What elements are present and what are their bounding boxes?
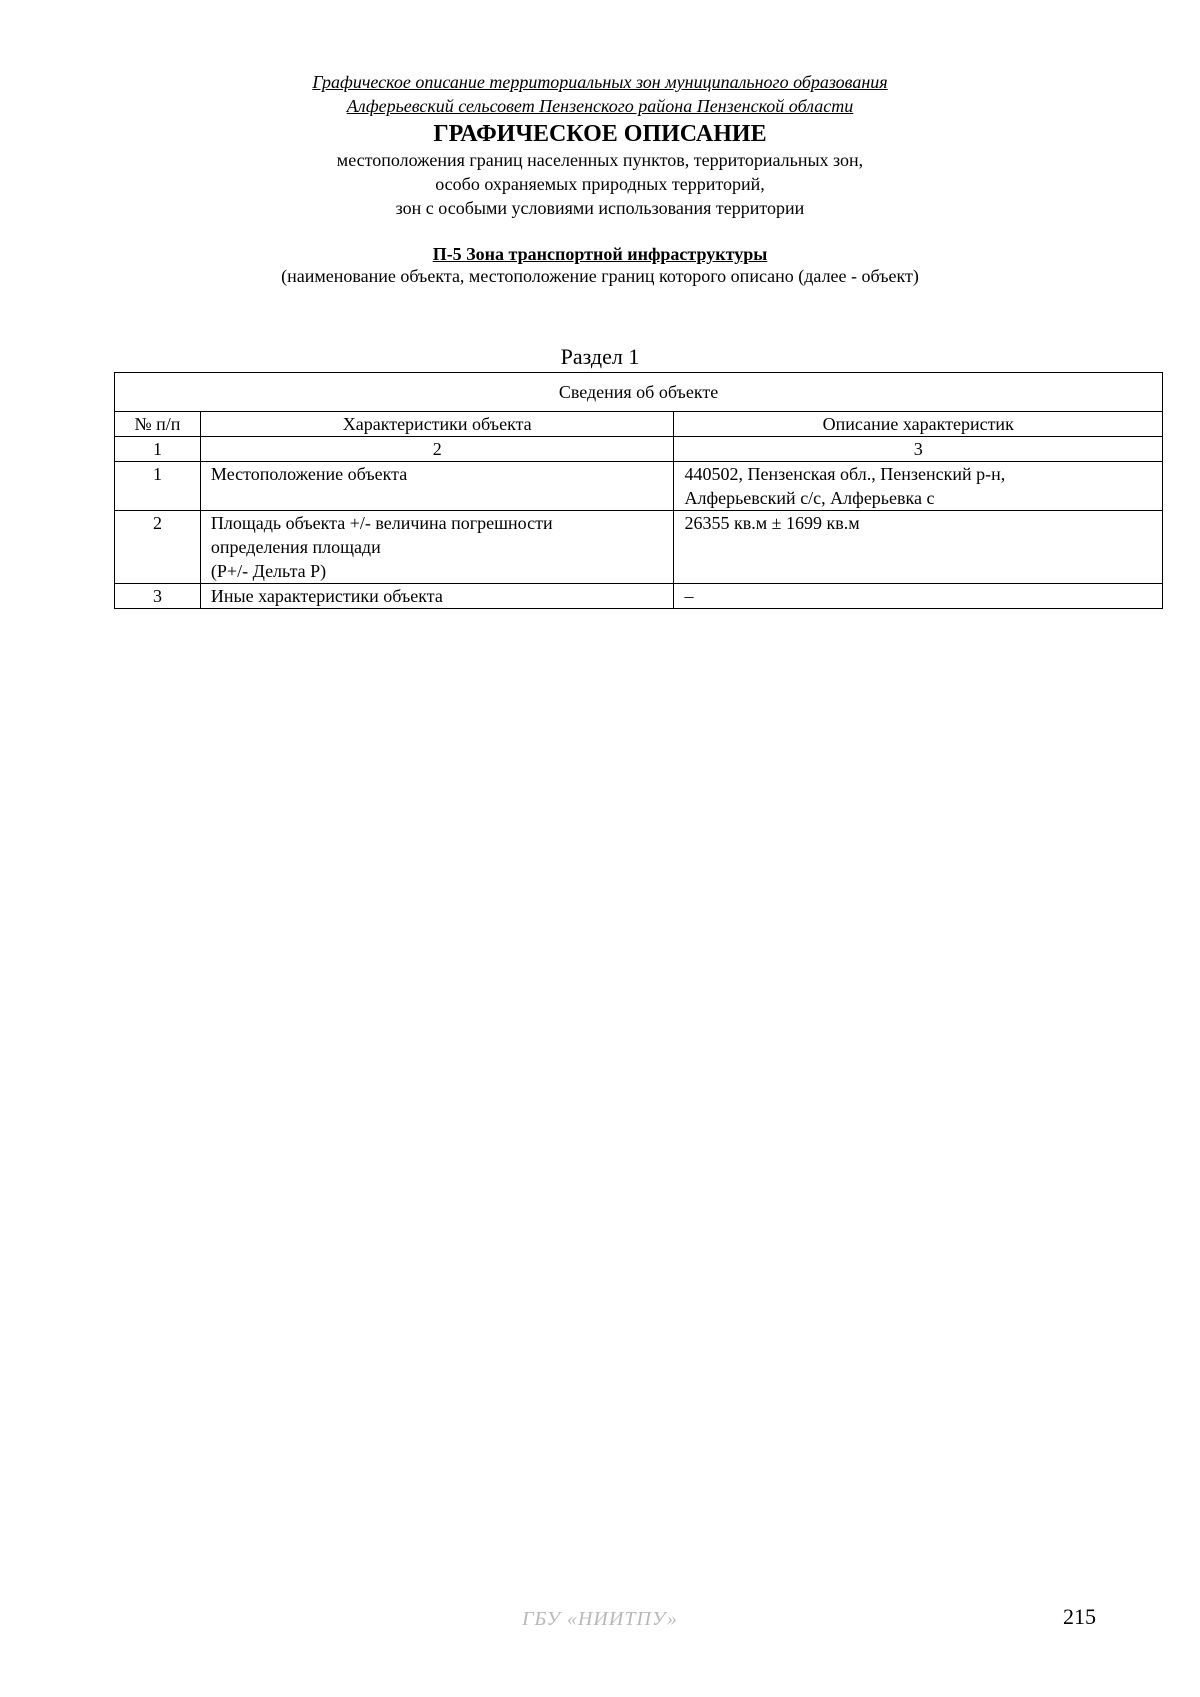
description-line: –	[684, 586, 694, 606]
table-row	[115, 462, 1163, 511]
document-title: ГРАФИЧЕСКОЕ ОПИСАНИЕ	[433, 121, 767, 147]
row-description	[674, 584, 1163, 609]
row-characteristic	[200, 511, 674, 584]
description-line: 440502, Пензенская обл., Пензенский р-н,	[684, 464, 1006, 484]
row-description	[674, 462, 1163, 511]
footer-organization: ГБУ «НИИТПУ»	[522, 1608, 678, 1630]
subtitle-line-1: местоположения границ населенных пунктов, территориальных зон,	[336, 150, 864, 170]
table-header-row	[115, 412, 1163, 437]
row-characteristic	[200, 584, 674, 609]
column-header-description: Описание характеристик	[674, 412, 1163, 437]
object-name: П-5 Зона транспортной инфраструктуры	[432, 244, 768, 264]
column-header-characteristic: Характеристики объекта	[200, 412, 674, 437]
characteristic-line: Местоположение объекта	[210, 464, 408, 484]
description-line: 26355 кв.м ± 1699 кв.м	[684, 513, 860, 533]
characteristic-line: определения площади	[210, 537, 381, 557]
row-characteristic	[200, 462, 674, 511]
column-number: 1	[115, 437, 201, 462]
table-row	[115, 511, 1163, 584]
characteristic-line: (Р+/- Дельта Р)	[210, 561, 327, 581]
column-number-row	[115, 437, 1163, 462]
row-description	[674, 511, 1163, 584]
subtitle-line-3: зон с особыми условиями использования территории	[395, 198, 805, 218]
column-header-number: № п/п	[115, 412, 201, 437]
header-line-2: Алферьевский сельсовет Пензенского района Пензенской области	[346, 96, 854, 116]
table-row	[115, 584, 1163, 609]
subtitle-line-2: особо охраняемых природных территорий,	[435, 174, 765, 194]
section-title: Раздел 1	[560, 344, 640, 369]
column-number: 3	[674, 437, 1163, 462]
page-number: 215	[1063, 1604, 1096, 1629]
row-number: 3	[115, 584, 201, 609]
characteristic-line: Иные характеристики объекта	[210, 586, 443, 606]
table-caption: Сведения об объекте	[115, 373, 1163, 412]
object-caption: (наименование объекта, местоположение границ которого описано (далее - объект)	[281, 266, 919, 286]
description-line: Алферьевский с/с, Алферьевка с	[684, 488, 935, 508]
table-caption-row	[115, 373, 1163, 412]
object-info-table	[114, 372, 1163, 609]
characteristic-line: Площадь объекта +/- величина погрешности	[210, 513, 553, 533]
header-line-1: Графическое описание территориальных зон муниципального образования	[312, 72, 888, 92]
row-number: 2	[115, 511, 201, 584]
row-number: 1	[115, 462, 201, 511]
column-number: 2	[200, 437, 674, 462]
